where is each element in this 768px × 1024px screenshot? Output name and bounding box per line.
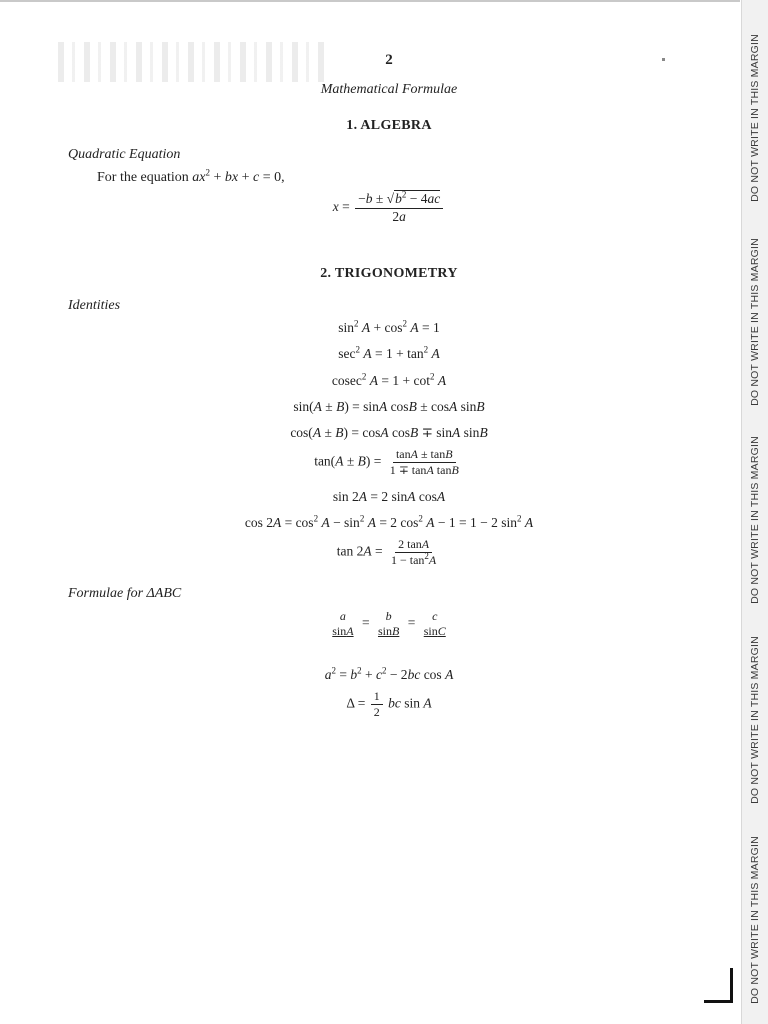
document-title: Mathematical Formulae — [320, 82, 458, 97]
cosine-rule: $a^2 = b^2 + c^2 - 2bc$ cos A — [324, 665, 454, 682]
identity-cos-sum: cos(A ± B) = cosA cosB ∓ sinA sinB — [290, 425, 488, 440]
margin-notice-5: DO NOT WRITE IN THIS MARGIN — [749, 836, 761, 1004]
sine-rule: a sinA = b sinB = c sinC — [332, 609, 446, 638]
subheading-triangle-formulae: Formulae for ΔABC — [68, 586, 182, 601]
identity-tan-double: tan 2A = $\frac{2 \tan A}{1 - \tan^2A}$ — [336, 537, 437, 567]
margin-notice-4: DO NOT WRITE IN THIS MARGIN — [749, 636, 761, 804]
quadratic-formula: x = $\frac{-b \pm √b^2 - 4ac}{2a}$ — [0, 192, 768, 224]
section-heading-algebra: 1. ALGEBRA — [346, 118, 432, 133]
identity-sin-double: sin 2A = 2 sinA cosA — [332, 489, 446, 504]
subheading-quadratic-equation: Quadratic Equation — [68, 147, 181, 162]
identity-cosec-cot: cosec$^2$ $A = 1 + \cot^2 A$ — [331, 371, 447, 388]
corner-registration-mark — [704, 968, 733, 1003]
margin-notice-1: DO NOT WRITE IN THIS MARGIN — [749, 34, 761, 202]
margin-notice-3: DO NOT WRITE IN THIS MARGIN — [749, 436, 761, 604]
section-heading-trigonometry: 2. TRIGONOMETRY — [320, 266, 458, 281]
identity-sec-tan: $\sec^2 A = 1 + \tan^2 A$ — [338, 344, 440, 361]
identity-tan-sum: tan(A ± B) = $\frac{\tan A \pm \tan B}{\text{1 ∓ tanA tanB}}$ — [314, 447, 459, 477]
margin-notice-2: DO NOT WRITE IN THIS MARGIN — [749, 238, 761, 406]
top-rule — [0, 0, 740, 2]
identity-cos-double: $\cos 2A = \cos^2 A - \sin^2 A = 2$ $\cos^2 A - 1 = 1 - 2$ $\sin^2 A$ — [244, 513, 534, 530]
page-number: 2 — [385, 52, 393, 68]
triangle-area: Δ = $\frac{1}{2}$ bc sin A — [346, 689, 432, 719]
identity-sin-sum: sin(A ± B) = sinA cosB ± cosA sinB — [293, 399, 485, 414]
subheading-identities: Identities — [68, 298, 121, 313]
quadratic-intro: For the equation $ax^2$ + bx + c = 0, — [97, 167, 285, 185]
identity-pythagorean: $\sin^2 A + \cos^2 A = 1$ — [338, 318, 440, 335]
